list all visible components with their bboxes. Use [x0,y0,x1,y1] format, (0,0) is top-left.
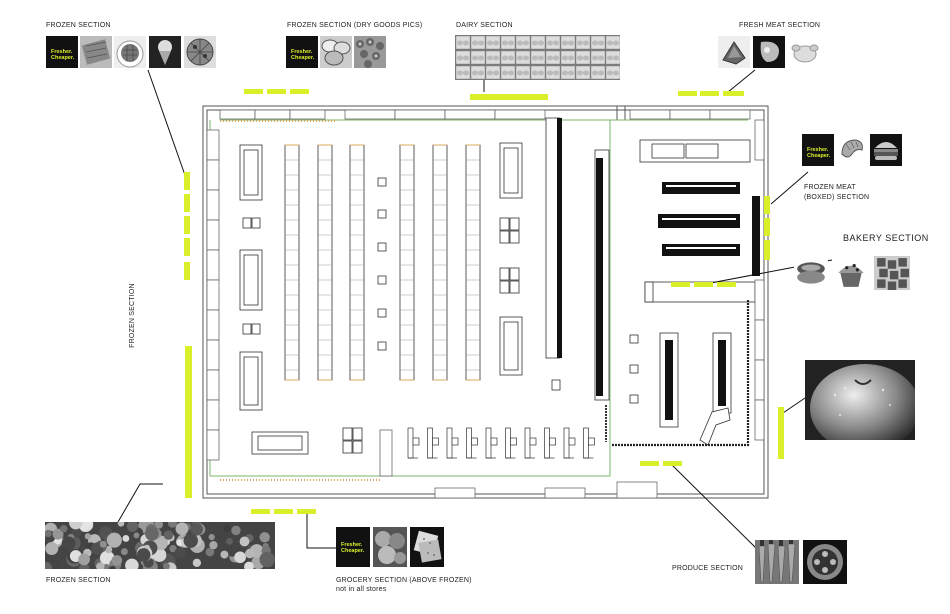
label-grocery-2: not in all stores [336,586,387,593]
marker-frozen-meat-3 [764,240,770,260]
marker-left-long [185,346,192,498]
logo-text-1: Fresher. [291,49,313,55]
logo-icon [336,527,370,567]
marker-meat-2 [700,91,719,96]
bread-icon [794,256,828,290]
label-frozen-dry: FROZEN SECTION (DRY GOODS PICS) [287,22,423,29]
logo-text-1: Fresher. [51,49,73,55]
produce-fixtures [630,333,731,445]
carrots-icon [755,540,799,584]
left-island-displays [240,145,362,454]
marker-frozen-top-2 [267,89,286,94]
ice-cream-icon [149,36,181,68]
logo-icon [802,134,834,166]
marker-left-1 [184,172,190,190]
label-grocery-1: GROCERY SECTION (ABOVE FROZEN) [336,577,472,584]
aisle-shelf-dividers [285,160,480,370]
center-display-squares [378,178,386,350]
apple-icon [805,360,915,440]
egg-cartons-icon [455,35,620,80]
checkout-lanes [408,428,595,458]
marker-meat-3 [723,91,744,96]
marker-frozen-meat-2 [764,218,770,236]
marker-produce-right [778,407,784,459]
marker-bakery-2 [694,282,713,287]
frozen-meat-wall-case [752,196,760,276]
onion-icon [373,527,407,567]
left-wall-coolers [207,130,219,460]
label-fresh-meat: FRESH MEAT SECTION [739,22,821,29]
label-frozen-side: FROZEN SECTION [128,283,136,348]
marker-dairy [470,94,548,100]
marker-frozen-top-1 [244,89,263,94]
bone-steak-icon [753,36,785,68]
logo-text-1: Fresher. [341,542,363,548]
label-frozen-meat-1: FROZEN MEAT [804,184,856,191]
marker-frozen-meat-1 [764,196,770,214]
marker-grocery-1 [251,509,270,514]
marker-left-4 [184,238,190,256]
label-frozen-bottom: FROZEN SECTION [46,577,111,584]
steak-icon [718,36,750,68]
logo-text-2: Cheaper. [291,55,315,61]
pizza-icon [184,36,216,68]
berries-icon [45,522,275,569]
waffles-icon [80,36,112,68]
marker-bakery-3 [717,282,736,287]
veggies-icon [354,36,386,68]
label-produce: PRODUCE SECTION [672,565,744,572]
logo-text-2: Cheaper. [807,153,831,159]
marker-left-3 [184,216,190,234]
cookies-icon [874,256,910,290]
entrance [380,430,657,498]
logo-text-2: Cheaper. [341,548,365,554]
logo-text-1: Fresher. [807,147,829,153]
marker-meat-1 [678,91,697,96]
crackers-icon [410,527,444,567]
right-wall-coolers [755,120,764,440]
marker-produce-1 [640,461,659,466]
marker-frozen-top-3 [290,89,309,94]
burger-icon [870,134,902,166]
logo-text-2: Cheaper. [51,55,75,61]
marker-grocery-3 [297,509,316,514]
pepper-icon [803,540,847,584]
label-bakery: BAKERY SECTION [843,233,929,243]
label-frozen-meat-2: (BOXED) SECTION [804,194,870,201]
top-wall-coolers [220,110,750,119]
logo-icon [46,36,78,68]
marker-left-5 [184,262,190,280]
marker-produce-2 [663,461,682,466]
marker-grocery-2 [274,509,293,514]
logo-icon [286,36,318,68]
shrimp-icon [836,134,868,166]
marker-bakery-1 [671,282,690,287]
cans-icon [320,36,352,68]
waffle-plate-icon [114,36,146,68]
chicken-icon [788,36,820,68]
marker-left-2 [184,194,190,212]
muffin-icon [832,256,870,290]
dairy-coolers [546,118,609,400]
label-dairy: DAIRY SECTION [456,22,513,29]
label-frozen-top: FROZEN SECTION [46,22,111,29]
